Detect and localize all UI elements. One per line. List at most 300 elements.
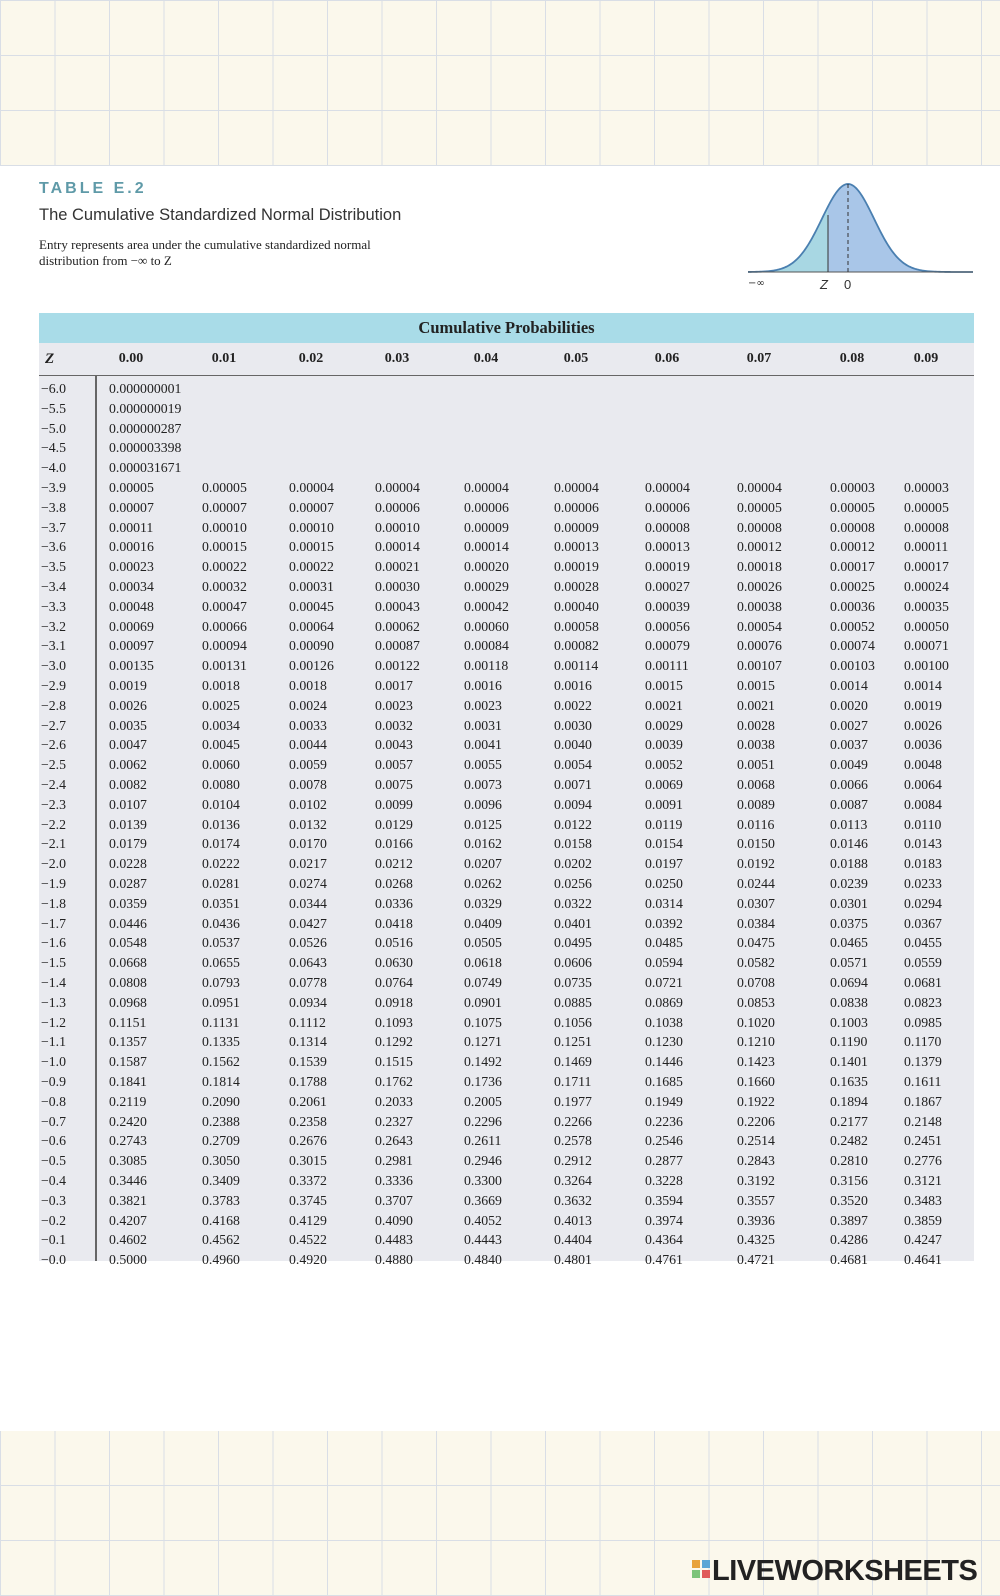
probability-cell: 0.0256 — [554, 876, 592, 891]
table-row — [39, 636, 974, 656]
column-header: 0.00 — [118, 351, 144, 366]
table-row — [39, 656, 974, 676]
table-row — [39, 914, 974, 934]
probability-cell: 0.2514 — [737, 1133, 775, 1149]
probability-cell: 0.00014 — [464, 539, 509, 555]
z-value: −3.2 — [41, 618, 67, 634]
probability-cell: 0.0594 — [645, 955, 683, 971]
probability-cell: 0.0968 — [109, 994, 147, 1010]
probability-cell: 0.0192 — [737, 856, 775, 872]
z-value: −3.9 — [41, 480, 67, 495]
probability-cell: 0.1762 — [375, 1074, 413, 1089]
probability-cell: 0.3228 — [645, 1173, 683, 1188]
probability-cell: 0.0630 — [375, 955, 413, 971]
probability-cell: 0.1230 — [645, 1034, 683, 1050]
z-value: −5.0 — [41, 420, 67, 436]
probability-cell: 0.0793 — [202, 975, 240, 990]
probability-cell: 0.2420 — [109, 1113, 147, 1129]
table-row — [39, 577, 974, 597]
z-value: −1.0 — [41, 1054, 67, 1070]
probability-cell: 0.00007 — [289, 499, 334, 515]
probability-cell: 0.1335 — [202, 1034, 240, 1050]
probability-cell: 0.00008 — [830, 519, 875, 535]
probability-cell: 0.0901 — [464, 994, 502, 1010]
probability-cell: 0.1056 — [554, 1014, 592, 1030]
probability-cell: 0.0132 — [289, 816, 327, 832]
probability-cell: 0.0222 — [202, 856, 240, 872]
probability-cell: 0.0708 — [737, 975, 775, 990]
probability-cell: 0.4052 — [464, 1212, 502, 1228]
probability-cell: 0.00011 — [904, 539, 949, 555]
z-value: −3.3 — [41, 598, 67, 614]
probability-cell: 0.00005 — [737, 499, 782, 515]
probability-cell: 0.0694 — [830, 975, 868, 990]
probability-cell: 0.0021 — [737, 697, 775, 713]
table-row — [39, 874, 974, 894]
probability-cell: 0.00012 — [737, 539, 782, 555]
table-note: Entry represents area under the cumulative standardized normal distribution from −∞ to Z — [39, 237, 371, 268]
probability-cell: 0.00005 — [904, 499, 949, 515]
probability-cell: 0.00020 — [464, 559, 509, 575]
probability-cell: 0.4090 — [375, 1212, 413, 1228]
probability-cell: 0.0036 — [904, 737, 942, 753]
probability-cell: 0.00022 — [202, 559, 247, 575]
probability-cell: 0.3745 — [289, 1192, 327, 1208]
probability-cell: 0.2643 — [375, 1133, 413, 1149]
z-value: −2.5 — [41, 757, 67, 773]
probability-cell: 0.00009 — [464, 519, 509, 535]
probability-cell: 0.0465 — [830, 935, 868, 951]
probability-cell: 0.00060 — [464, 618, 509, 634]
probability-cell: 0.0022 — [554, 697, 592, 713]
probability-cell: 0.0015 — [737, 678, 775, 693]
probability-cell: 0.1020 — [737, 1014, 775, 1030]
probability-cell: 0.0485 — [645, 935, 683, 951]
column-header: 0.05 — [563, 351, 589, 366]
probability-cell: 0.0089 — [737, 796, 775, 812]
probability-cell: 0.00087 — [375, 638, 420, 654]
table-row — [39, 676, 974, 696]
table-row — [39, 518, 974, 538]
probability-cell: 0.00013 — [645, 539, 690, 555]
probability-cell: 0.00019 — [554, 559, 599, 575]
probability-cell: 0.0150 — [737, 836, 775, 852]
probability-cell: 0.0853 — [737, 994, 775, 1010]
probability-cell: 0.0023 — [464, 697, 502, 713]
probability-cell: 0.1379 — [904, 1054, 942, 1070]
probability-cell: 0.4286 — [830, 1232, 868, 1248]
probability-cell: 0.1587 — [109, 1054, 147, 1070]
probability-cell: 0.00038 — [737, 598, 782, 614]
probability-cell: 0.4168 — [202, 1212, 240, 1228]
probability-cell: 0.0367 — [904, 915, 942, 931]
probability-cell: 0.4562 — [202, 1232, 240, 1248]
probability-cell: 0.0107 — [109, 796, 147, 812]
table-title: The Cumulative Standardized Normal Distribution — [39, 206, 402, 224]
probability-cell: 0.0023 — [375, 697, 413, 713]
probability-cell: 0.00019 — [645, 559, 690, 575]
probability-cell: 0.0322 — [554, 895, 592, 911]
probability-cell: 0.2327 — [375, 1113, 413, 1129]
probability-cell: 0.00006 — [645, 499, 690, 515]
table-row — [39, 775, 974, 795]
probability-cell: 0.0446 — [109, 915, 147, 931]
probability-cell: 0.0808 — [109, 975, 147, 990]
table-row — [39, 973, 974, 993]
probability-cell: 0.4129 — [289, 1212, 327, 1228]
probability-cell: 0.0078 — [289, 777, 327, 792]
probability-cell: 0.0869 — [645, 994, 683, 1010]
probability-cell: 0.2743 — [109, 1133, 147, 1149]
probability-cell: 0.0618 — [464, 955, 502, 971]
probability-cell: 0.0057 — [375, 757, 413, 773]
table-row — [39, 1112, 974, 1132]
z-value: −1.7 — [41, 915, 67, 931]
probability-cell: 0.0119 — [645, 816, 683, 832]
probability-cell: 0.0174 — [202, 836, 240, 852]
probability-cell: 0.0069 — [645, 777, 683, 792]
probability-cell: 0.0918 — [375, 994, 413, 1010]
probability-cell: 0.00094 — [202, 638, 247, 654]
probability-cell: 0.00018 — [737, 559, 782, 575]
probability-cell: 0.0091 — [645, 796, 683, 812]
probability-cell: 0.0154 — [645, 836, 683, 852]
probability-cell: 0.00090 — [289, 638, 334, 654]
probability-cell: 0.0401 — [554, 915, 592, 931]
probability-cell: 0.3121 — [904, 1173, 942, 1188]
probability-cell: 0.2148 — [904, 1113, 942, 1129]
z-value: −3.6 — [41, 539, 67, 555]
probability-cell: 0.00004 — [645, 480, 690, 495]
z-value: −0.7 — [41, 1113, 67, 1129]
probability-cell: 0.0087 — [830, 796, 868, 812]
probability-cell: 0.2119 — [109, 1093, 147, 1109]
probability-cell: 0.3783 — [202, 1192, 240, 1208]
probability-cell: 0.0062 — [109, 757, 147, 773]
probability-cell: 0.00025 — [830, 579, 875, 594]
z-value: −1.5 — [41, 955, 67, 971]
probability-cell: 0.0066 — [830, 777, 868, 792]
probability-cell: 0.0096 — [464, 796, 502, 812]
probability-cell: 0.4721 — [737, 1252, 775, 1268]
probability-cell: 0.1635 — [830, 1074, 868, 1089]
probability-cell: 0.0681 — [904, 975, 942, 990]
z-value: −3.5 — [41, 559, 67, 575]
probability-cell: 0.0110 — [904, 816, 942, 832]
probability-cell: 0.0548 — [109, 935, 147, 951]
table-row — [39, 735, 974, 755]
probability-cell: 0.0047 — [109, 737, 147, 753]
cumulative-probability-table — [39, 313, 974, 1268]
probability-cell: 0.00071 — [904, 638, 949, 654]
z-value: −0.9 — [41, 1074, 67, 1089]
probability-cell: 0.00047 — [202, 598, 247, 614]
z-value: −2.2 — [41, 816, 67, 832]
probability-cell: 0.00066 — [202, 618, 247, 634]
probability-cell: 0.0071 — [554, 777, 592, 792]
probability-cell: 0.00076 — [737, 638, 782, 654]
probability-cell: 0.0027 — [830, 717, 868, 733]
probability-cell: 0.00004 — [289, 480, 334, 495]
table-row — [39, 537, 974, 557]
probability-cell: 0.0033 — [289, 717, 327, 733]
z-value: −0.0 — [41, 1252, 67, 1268]
probability-cell: 0.00052 — [830, 618, 875, 634]
z-value: −2.7 — [41, 717, 67, 733]
probability-cell: 0.4364 — [645, 1232, 683, 1248]
probability-cell: 0.1401 — [830, 1054, 868, 1070]
probability-cell: 0.0018 — [289, 678, 327, 693]
probability-cell: 0.2776 — [904, 1153, 942, 1169]
probability-cell: 0.00015 — [289, 539, 334, 555]
table-row — [39, 755, 974, 775]
probability-cell: 0.0075 — [375, 777, 413, 792]
probability-cell: 0.0384 — [737, 915, 775, 931]
probability-cell: 0.2946 — [464, 1153, 502, 1169]
probability-cell: 0.0045 — [202, 737, 240, 753]
probability-cell: 0.0668 — [109, 955, 147, 971]
probability-cell: 0.0014 — [830, 678, 868, 693]
z-value: −0.8 — [41, 1093, 67, 1109]
probability-cell: 0.0475 — [737, 935, 775, 951]
table-row — [39, 438, 974, 458]
probability-cell: 0.0029 — [645, 717, 683, 733]
probability-cell: 0.0262 — [464, 876, 502, 891]
probability-cell: 0.4960 — [202, 1252, 240, 1268]
probability-cell: 0.0582 — [737, 955, 775, 971]
table-row — [39, 478, 974, 498]
probability-cell: 0.0084 — [904, 796, 942, 812]
z-value: −0.3 — [41, 1192, 67, 1208]
table-row — [39, 1250, 974, 1270]
z-value: −2.3 — [41, 796, 67, 812]
table-row — [39, 597, 974, 617]
probability-cell: 0.0885 — [554, 994, 592, 1010]
probability-cell: 0.00017 — [904, 559, 949, 575]
probability-cell: 0.0044 — [289, 737, 327, 753]
probability-cell: 0.2177 — [830, 1113, 868, 1129]
probability-cell: 0.1292 — [375, 1034, 413, 1050]
table-row — [39, 379, 974, 399]
probability-cell: 0.0052 — [645, 757, 683, 773]
probability-cell: 0.00030 — [375, 579, 420, 594]
probability-cell: 0.00006 — [464, 499, 509, 515]
probability-cell: 0.2843 — [737, 1153, 775, 1169]
probability-cell: 0.4602 — [109, 1232, 147, 1248]
probability-cell: 0.0985 — [904, 1014, 942, 1030]
probability-cell: 0.3156 — [830, 1173, 868, 1188]
probability-cell: 0.0427 — [289, 915, 327, 931]
probability-cell: 0.0064 — [904, 777, 942, 792]
probability-cell: 0.00004 — [464, 480, 509, 495]
probability-cell: 0.2810 — [830, 1153, 868, 1169]
probability-cell: 0.1151 — [109, 1014, 147, 1030]
probability-cell: 0.3483 — [904, 1192, 942, 1208]
probability-cell: 0.0016 — [464, 678, 502, 693]
probability-cell: 0.00004 — [737, 480, 782, 495]
table-row — [39, 993, 974, 1013]
z-value: −0.1 — [41, 1232, 67, 1248]
z-value: −2.9 — [41, 678, 67, 693]
probability-cell: 0.0359 — [109, 895, 147, 911]
probability-cell: 0.0019 — [904, 697, 942, 713]
probability-cell: 0.1271 — [464, 1034, 502, 1050]
probability-cell: 0.00013 — [554, 539, 599, 555]
probability-cell: 0.3372 — [289, 1173, 327, 1188]
probability-cell: 0.0274 — [289, 876, 327, 891]
probability-cell: 0.2206 — [737, 1113, 775, 1129]
table-row — [39, 1131, 974, 1151]
probability-cell: 0.00062 — [375, 618, 420, 634]
probability-cell: 0.0778 — [289, 975, 327, 990]
probability-cell: 0.0537 — [202, 935, 240, 951]
probability-cell: 0.00126 — [289, 658, 334, 674]
probability-cell: 0.3974 — [645, 1212, 683, 1228]
probability-cell: 0.3897 — [830, 1212, 868, 1228]
probability-cell: 0.1611 — [904, 1074, 942, 1089]
probability-cell: 0.0250 — [645, 876, 683, 891]
probability-cell: 0.1539 — [289, 1054, 327, 1070]
probability-cell: 0.00042 — [464, 598, 509, 614]
probability-cell: 0.0014 — [904, 678, 942, 693]
probability-cell: 0.00097 — [109, 638, 154, 654]
table-row — [39, 399, 974, 419]
z-value: −0.2 — [41, 1212, 67, 1228]
z-value: −5.5 — [41, 400, 67, 416]
watermark-text: LIVEWORKSHEETS — [712, 1555, 978, 1587]
probability-cell: 0.2676 — [289, 1133, 327, 1149]
probability-cell: 0.00004 — [375, 480, 420, 495]
probability-cell: 0.0060 — [202, 757, 240, 773]
table-row — [39, 1151, 974, 1171]
probability-cell: 0.00022 — [289, 559, 334, 575]
probability-cell: 0.3050 — [202, 1153, 240, 1169]
z-value: −3.0 — [41, 658, 67, 674]
probability-cell: 0.0495 — [554, 935, 592, 951]
probability-cell: 0.0409 — [464, 915, 502, 931]
probability-cell: 0.00043 — [375, 598, 420, 614]
probability-cell: 0.2236 — [645, 1113, 683, 1129]
probability-cell: 0.2005 — [464, 1093, 502, 1109]
probability-cell: 0.00007 — [202, 499, 247, 515]
probability-cell: 0.0606 — [554, 955, 592, 971]
table-row — [39, 498, 974, 518]
table-row — [39, 1092, 974, 1112]
probability-cell: 0.0336 — [375, 895, 413, 911]
probability-cell: 0.4207 — [109, 1212, 147, 1228]
probability-cell: 0.1075 — [464, 1014, 502, 1030]
z-value: −0.6 — [41, 1133, 67, 1149]
probability-cell: 0.0024 — [289, 697, 327, 713]
probability-cell: 0.00010 — [202, 519, 247, 535]
column-header: 0.08 — [839, 351, 865, 366]
probability-cell: 0.3594 — [645, 1192, 683, 1208]
probability-cell: 0.00114 — [554, 658, 599, 674]
probability-cell: 0.0721 — [645, 975, 683, 990]
probability-cell: 0.1469 — [554, 1054, 592, 1070]
probability-cell: 0.2546 — [645, 1133, 683, 1149]
probability-cell: 0.00039 — [645, 598, 690, 614]
probability-cell: 0.3446 — [109, 1173, 147, 1188]
probability-cell: 0.0281 — [202, 876, 240, 891]
probability-cell: 0.2578 — [554, 1133, 592, 1149]
probability-cell: 0.1190 — [830, 1034, 868, 1050]
z-value: −4.5 — [41, 440, 67, 456]
probability-cell: 0.3557 — [737, 1192, 775, 1208]
probability-cell: 0.0068 — [737, 777, 775, 792]
z-value: −3.1 — [41, 638, 67, 654]
probability-cell: 0.00135 — [109, 658, 154, 674]
column-header: 0.06 — [654, 351, 680, 366]
probability-cell: 0.0094 — [554, 796, 592, 812]
column-header-row — [39, 343, 974, 376]
probability-cell: 0.00024 — [904, 579, 949, 594]
textbook-page — [0, 166, 1000, 1431]
probability-cell: 0.00079 — [645, 638, 690, 654]
probability-cell: 0.00015 — [202, 539, 247, 555]
probability-cell: 0.0146 — [830, 836, 868, 852]
z-value: −1.9 — [41, 876, 67, 891]
probability-cell: 0.00010 — [375, 519, 420, 535]
probability-cell: 0.0026 — [109, 697, 147, 713]
table-row — [39, 815, 974, 835]
probability-cell: 0.1736 — [464, 1074, 502, 1089]
table-row — [39, 1230, 974, 1250]
probability-cell: 0.0019 — [109, 678, 147, 693]
table-row — [39, 419, 974, 439]
probability-cell: 0.0080 — [202, 777, 240, 792]
right-area-fill — [828, 184, 973, 272]
probability-cell: 0.0505 — [464, 935, 502, 951]
probability-cell: 0.0020 — [830, 697, 868, 713]
probability-cell: 0.00027 — [645, 579, 690, 594]
probability-cell: 0.00014 — [375, 539, 420, 555]
probability-cell: 0.1038 — [645, 1014, 683, 1030]
probability-cell: 0.0043 — [375, 737, 413, 753]
probability-cell: 0.0054 — [554, 757, 592, 773]
probability-cell: 0.00032 — [202, 579, 247, 594]
probability-cell: 0.1562 — [202, 1054, 240, 1070]
z-value: −3.7 — [41, 519, 67, 535]
probability-cell: 0.0116 — [737, 816, 775, 832]
table-row — [39, 1032, 974, 1052]
probability-cell: 0.0934 — [289, 994, 327, 1010]
probability-cell: 0.0113 — [830, 816, 868, 832]
minus-infinity-label: −∞ — [748, 278, 765, 289]
probability-cell: 0.4681 — [830, 1252, 868, 1268]
probability-cell: 0.0102 — [289, 796, 327, 812]
probability-cell: 0.1423 — [737, 1054, 775, 1070]
column-header: 0.02 — [298, 351, 324, 366]
probability-cell: 0.0038 — [737, 737, 775, 753]
table-row — [39, 458, 974, 478]
probability-cell: 0.0307 — [737, 895, 775, 911]
probability-cell: 0.0351 — [202, 895, 240, 911]
probability-cell: 0.00006 — [554, 499, 599, 515]
probability-cell: 0.1093 — [375, 1014, 413, 1030]
probability-cell: 0.0026 — [904, 717, 942, 733]
probability-cell: 0.2482 — [830, 1133, 868, 1149]
probability-cell: 0.0418 — [375, 915, 413, 931]
probability-cell: 0.0294 — [904, 895, 942, 911]
probability-cell: 0.0162 — [464, 836, 502, 852]
probability-cell: 0.2296 — [464, 1113, 502, 1129]
probability-cell: 0.00003 — [904, 480, 949, 495]
probability-cell: 0.0039 — [645, 737, 683, 753]
probability-cell: 0.1003 — [830, 1014, 868, 1030]
probability-cell: 0.0125 — [464, 816, 502, 832]
probability-cell: 0.0217 — [289, 856, 327, 872]
